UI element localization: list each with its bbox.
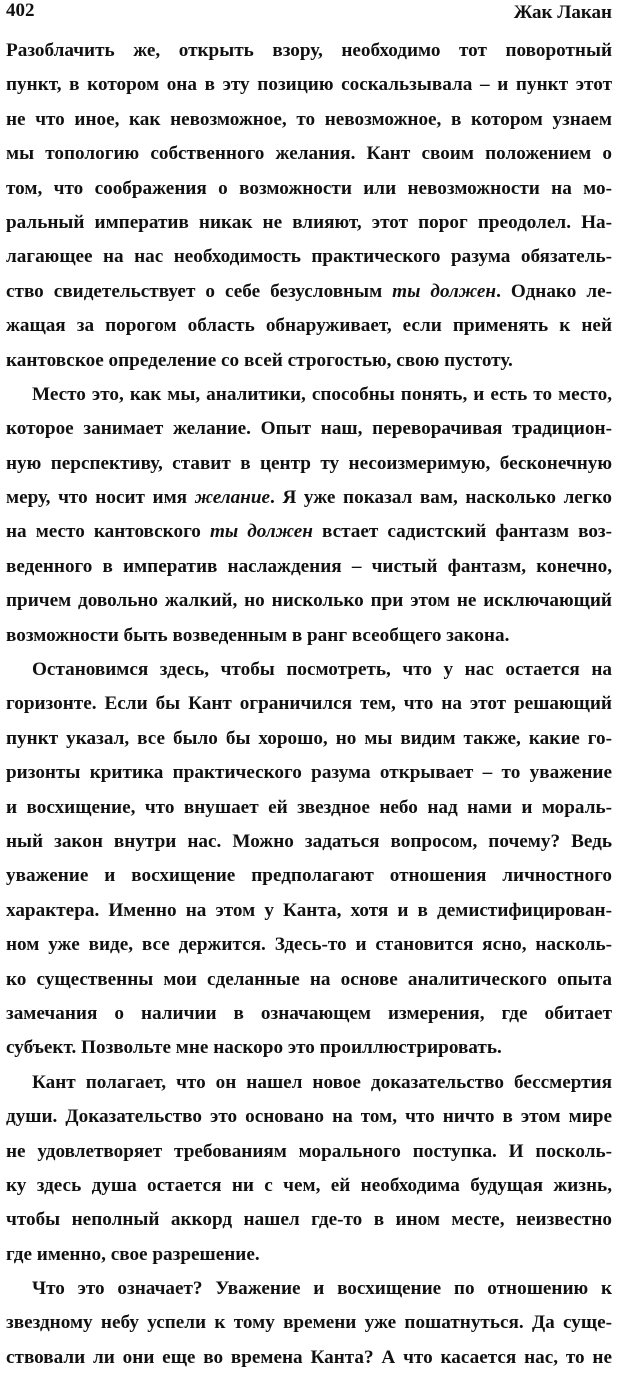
- emphasized-text: желание: [194, 487, 271, 509]
- body-text: [6, 34, 612, 1375]
- text-line-content: ку здесь душа остается ни с чем, ей необходима будущая жизнь,: [6, 1174, 612, 1196]
- text-line: [6, 412, 612, 446]
- text-line: [6, 550, 612, 584]
- text-line: [6, 344, 612, 378]
- text-line: [6, 997, 612, 1031]
- text-line: [6, 206, 612, 240]
- text-line-content: Что это означает? Уважение и восхищение по отношению к: [32, 1278, 612, 1300]
- text-line: [6, 687, 612, 721]
- text-line-continuation: встает садистский фантазм воз-: [312, 521, 612, 543]
- text-line: [6, 1169, 612, 1203]
- text-line: [6, 1135, 612, 1169]
- text-line: [6, 963, 612, 997]
- text-line: [6, 1031, 612, 1065]
- text-line-content: пункт, в котором она в эту позицию соскальзывала – и пункт этот: [6, 74, 612, 96]
- text-line: [6, 481, 612, 515]
- text-line-content: замечания о наличии в означающем измерения, где обитает: [6, 1002, 612, 1024]
- text-line-content: Остановимся здесь, чтобы посмотреть, что у нас остается на: [32, 659, 612, 681]
- running-head: Жак Лакан: [513, 2, 612, 23]
- page-header: [6, 0, 612, 28]
- emphasized-text: ты должен: [209, 521, 313, 543]
- text-line-content: ную перспективу, ставит в центр ту несоизмеримую, бесконечную: [6, 452, 612, 474]
- text-line-content: не что иное, как невозможное, то невозможное, в котором узнаем: [6, 108, 612, 130]
- text-line: [6, 619, 612, 653]
- text-line-content: причем довольно жалкий, но нисколько при этом не исключающий: [6, 590, 612, 612]
- text-line-content: субъект. Позвольте мне наскоро это проиллюстрировать.: [6, 1037, 502, 1059]
- text-line-content: кантовское определение со всей строгостью, свою пустоту.: [6, 349, 513, 371]
- text-line: [6, 1306, 612, 1340]
- text-line: [6, 447, 612, 481]
- text-line-content: меру, что носит имя: [6, 487, 195, 509]
- text-line-content: горизонте. Если бы Кант ограничился тем, что на этот решающий: [6, 693, 612, 715]
- text-line: [6, 309, 612, 343]
- text-line: [6, 1272, 612, 1306]
- text-line-content: возможности быть возведенным в ранг всеобщего закона.: [6, 624, 510, 646]
- text-line-content: которое занимает желание. Опыт наш, переворачивая традицион-: [6, 418, 612, 440]
- text-line: [6, 859, 612, 893]
- text-line-continuation: . Однако ле-: [496, 280, 612, 302]
- text-line: [6, 1238, 612, 1272]
- text-line-content: и восхищение, что внушает ей звездное небо над нами и мораль-: [6, 796, 612, 818]
- text-line: [6, 68, 612, 102]
- text-line: [6, 825, 612, 859]
- text-line-content: мы топологию собственного желания. Кант своим положением о: [6, 143, 612, 165]
- text-line-content: лагающее на нас необходимость практического разума обязатель-: [6, 246, 612, 268]
- text-line: [6, 722, 612, 756]
- text-line: [6, 928, 612, 962]
- text-line: [6, 791, 612, 825]
- emphasized-text: ты должен: [392, 280, 497, 302]
- text-line-content: ство свидетельствует о себе безусловным: [6, 280, 393, 302]
- text-line-content: Место это, как мы, аналитики, способны понять, и есть то место,: [32, 383, 612, 405]
- text-line-content: чтобы неполный аккорд нашел где-то в ином месте, неизвестно: [6, 1209, 612, 1231]
- text-line: [6, 103, 612, 137]
- text-line-content: веденного в императив наслаждения – чистый фантазм, конечно,: [6, 555, 612, 577]
- text-line: [6, 240, 612, 274]
- page-number: 402: [6, 0, 35, 21]
- text-line: [6, 584, 612, 618]
- text-line: [6, 756, 612, 790]
- text-line-content: души. Доказательство это основано на том, что ничто в этом мире: [6, 1106, 612, 1128]
- text-line-continuation: . Я уже показал вам, насколько легко: [270, 487, 612, 509]
- text-line: [6, 515, 612, 549]
- text-line: [6, 1066, 612, 1100]
- text-line-content: где именно, свое разрешение.: [6, 1243, 260, 1265]
- text-line: [6, 1100, 612, 1134]
- text-line-content: звездному небу успели к тому времени уже пошатнуться. Да суще-: [6, 1312, 612, 1334]
- text-line-content: ствовали ли они еще во времена Канта? А что касается нас, то не: [6, 1346, 612, 1368]
- text-line: [6, 1341, 612, 1375]
- text-line-content: Кант полагает, что он нашел новое доказательство бессмертия: [32, 1071, 612, 1093]
- text-line-content: на место кантовского: [6, 521, 210, 543]
- text-line-content: пункт указал, все было бы хорошо, но мы видим также, какие го-: [6, 727, 612, 749]
- text-line-content: ко существенны мои сделанные на основе аналитического опыта: [6, 968, 612, 990]
- text-line: [6, 894, 612, 928]
- text-line: [6, 137, 612, 171]
- text-line-content: ном уже виде, все держится. Здесь-то и становится ясно, насколь-: [6, 934, 612, 956]
- text-line-content: ный закон внутри нас. Можно задаться вопросом, почему? Ведь: [6, 830, 612, 852]
- text-line-content: жащая за порогом область обнаруживает, если применять к ней: [6, 315, 612, 337]
- text-line-content: ризонты критика практического разума открывает – то уважение: [6, 762, 612, 784]
- text-line-content: том, что соображения о возможности или невозможности на мо-: [6, 177, 612, 199]
- text-line: [6, 172, 612, 206]
- text-line-content: Разоблачить же, открыть взору, необходимо тот поворотный: [6, 40, 612, 61]
- text-line: [6, 1203, 612, 1237]
- text-line: [6, 34, 612, 68]
- text-line-content: характера. Именно на этом у Канта, хотя и в демистифицирован-: [6, 899, 612, 921]
- text-line-content: уважение и восхищение предполагают отношения личностного: [6, 865, 612, 887]
- text-line: [6, 378, 612, 412]
- text-line: [6, 653, 612, 687]
- text-line-content: не удовлетворяет требованиям морального поступка. И посколь-: [6, 1140, 612, 1162]
- text-line-content: ральный императив никак не влияют, этот порог преодолел. На-: [6, 211, 612, 233]
- text-line: [6, 275, 612, 309]
